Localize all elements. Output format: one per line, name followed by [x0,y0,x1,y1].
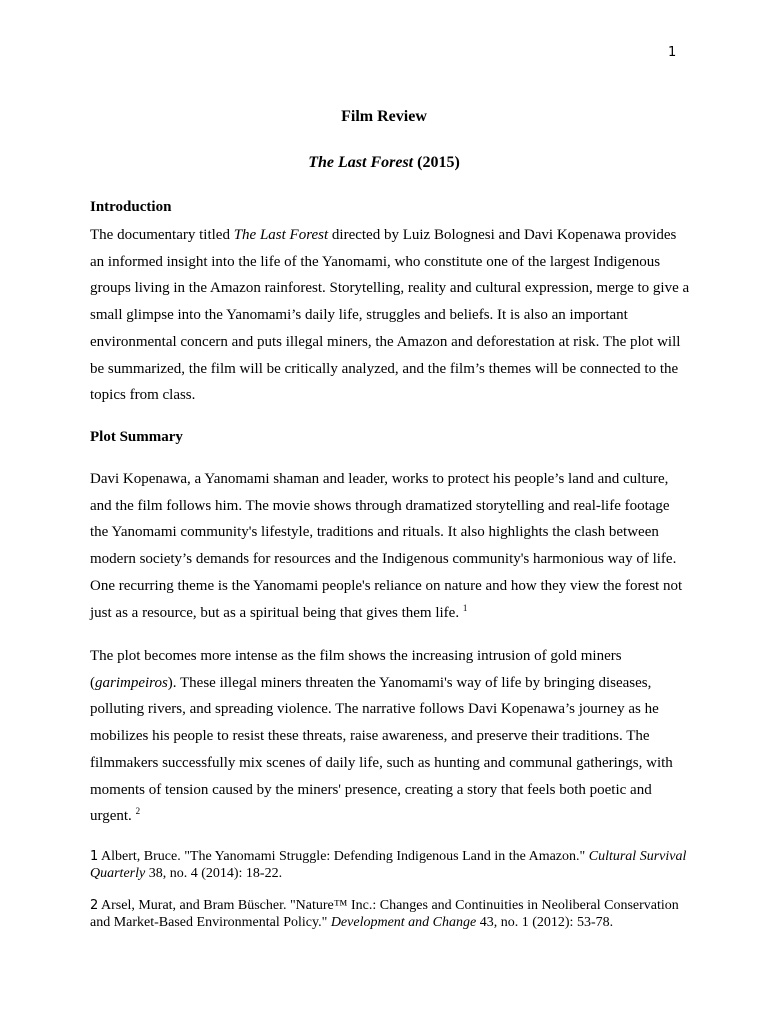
plot-para2-italic: garimpeiros [95,674,168,691]
footnote-1-text-pre: Albert, Bruce. "The Yanomami Struggle: Defending Indigenous Land in the Amazon." [98,849,589,864]
intro-text-post: directed by Luiz Bolognesi and Davi Kopenawa provides an informed insight into the life of the Yanomami, who constitute one of the largest Indigenous groups living in the Amazon rainforest. Storytelling, reality and cultural expression, merge to give a small glimpse into the Yanomami’s daily life, struggles and beliefs. It is also an important environmental concern and puts illegal miners, the Amazon and deforestation at risk. The plot will be summarized, the film will be critically analyzed, and the film’s themes will be connected to the topics from class. [90,227,690,404]
footnote-ref-1: 1 [462,602,468,613]
plot-paragraph-2 [90,643,690,830]
introduction-heading: Introduction [90,199,172,215]
page-number: 1 [668,45,677,60]
plot-para1-text: Davi Kopenawa, a Yanomami shaman and leader, works to protect his people’s land and culture, and the film follows him. The movie shows through dramatized storytelling and real-life footage the Yanomami community's lifestyle, traditions and rituals. It also highlights the clash between modern society’s demands for resources and the Indigenous community's harmonious way of life. One recurring theme is the Yanomami people's reliance on nature and how they view the forest not just as a resource, but as a spiritual being that gives them life. [90,471,683,621]
plot-summary-heading: Plot Summary [90,429,183,445]
footnote-1-italic: Cultural Survival Quarterly [90,849,687,881]
film-subtitle [0,154,768,172]
footnote-1-text-post: 38, no. 4 (2014): 18-22. [145,865,283,881]
introduction-paragraph [90,222,690,409]
film-title: The Last Forest [308,154,414,171]
footnote-ref-2: 2 [135,806,141,817]
plot-para2-pre: The plot becomes more intense as the film shows the increasing intrusion of gold miners ( [90,648,622,691]
footnote-1 [90,849,690,882]
footnote-2 [90,898,690,931]
footnote-2-text-pre: Arsel, Murat, and Bram Büscher. "Nature™ Inc.: Changes and Continuities in Neoliberal Conservation and Market-Based Environmental Policy." [90,898,679,930]
footnote-2-text-post: 43, no. 1 (2012): 53-78. [476,914,614,930]
footnote-2-italic: Development and Change [330,914,477,930]
plot-para2-post: ). These illegal miners threaten the Yanomami's way of life by bringing diseases, polluting rivers, and spreading violence. The narrative follows Davi Kopenawa’s journey as he mobilizes his people to resist these threats, raise awareness, and preserve their traditions. The filmmakers successfully mix scenes of daily life, such as hunting and communal gatherings, with moments of tension caused by the miners' presence, creating a story that feels both poetic and urgent. [90,674,673,825]
plot-paragraph-1 [90,466,690,626]
footnote-2-number: 2 [90,898,99,913]
document-title: Film Review [341,108,427,125]
footnote-1-number: 1 [90,849,99,864]
intro-film-title: The Last Forest [233,227,329,243]
intro-text-pre: The documentary titled [90,227,234,243]
film-year: (2015) [417,154,460,171]
